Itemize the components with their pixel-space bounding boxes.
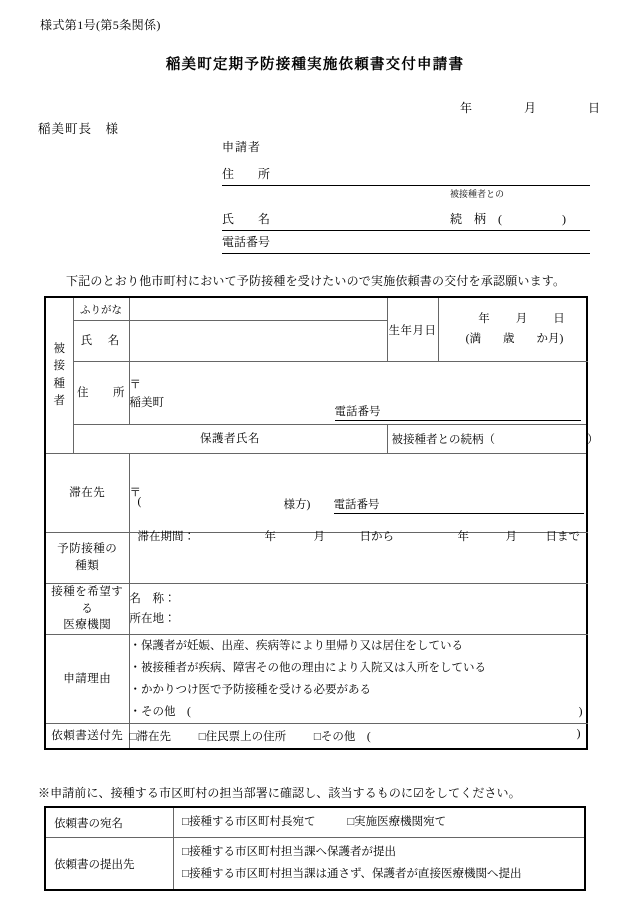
age-months-label: か月) xyxy=(536,332,564,345)
reason-item-3[interactable]: ・かかりつけ医で予防接種を受ける必要がある xyxy=(129,684,371,697)
postal-mark-icon: 〒 xyxy=(129,379,141,391)
dob-input[interactable] xyxy=(438,297,587,362)
letter-addressee-line xyxy=(182,812,578,833)
letter-submission-options[interactable] xyxy=(174,838,586,890)
applicant-block xyxy=(222,138,590,254)
stay-period-label: 滞在期間： xyxy=(137,531,195,543)
table-row xyxy=(45,297,587,321)
letter-addressee-options[interactable] xyxy=(174,807,586,838)
dob-month-label: 月 xyxy=(515,312,528,325)
letter-addressee-option-institution-checkbox[interactable]: □実施医療機関宛て xyxy=(347,816,447,828)
form-code: 様式第1号(第5条関係) xyxy=(40,18,161,32)
institution-label-line1: 接種を希望する xyxy=(51,586,124,615)
dob-day-label: 日 xyxy=(553,312,565,325)
institution-address-field[interactable]: 所在地： xyxy=(129,613,176,625)
letter-submission-option-1-checkbox[interactable]: □接種する市区町村担当課へ保護者が提出 xyxy=(182,846,396,859)
vaccine-type-label-line1: 予防接種の xyxy=(57,543,118,556)
applicant-name-label: 氏 名 xyxy=(222,212,271,226)
institution-label xyxy=(45,584,129,635)
stay-from-day: 日から xyxy=(359,531,394,543)
reason-item-1[interactable]: ・保護者が妊娠、出産、疾病等により里帰り又は居住をしている xyxy=(129,640,463,653)
subject-vertical-label xyxy=(45,297,73,454)
institution-label-line2: 医療機関 xyxy=(63,619,112,632)
letter-submission-option-2-checkbox[interactable]: □接種する市区町村担当課は通さず、保護者が直接医療機関へ提出 xyxy=(182,867,522,880)
send-destination-options[interactable] xyxy=(129,724,587,750)
stay-to-year: 年 xyxy=(457,531,469,543)
stay-from-month: 月 xyxy=(313,531,325,543)
send-other-close-paren: ) xyxy=(576,728,581,741)
applicant-name-row[interactable] xyxy=(222,186,590,231)
reason-other-label: ・その他 ( xyxy=(129,706,191,719)
dob-label: 生年月日 xyxy=(387,297,438,362)
table-row xyxy=(45,425,587,454)
reason-other-close-paren: ) xyxy=(578,706,583,719)
reason-item-other[interactable] xyxy=(130,701,587,723)
vaccine-type-input[interactable] xyxy=(129,533,587,584)
letter-addressee-option-mayor-checkbox[interactable]: □接種する市区町村長宛て xyxy=(182,816,316,828)
guardian-name-label: 保護者氏名 xyxy=(73,425,387,454)
town-name: 稲美町 xyxy=(129,397,164,409)
guardian-relation-field[interactable]: 被接種者との続柄（ ） xyxy=(391,434,599,446)
applicant-address-label: 住 所 xyxy=(222,167,271,181)
furigana-label: ふりがな xyxy=(73,297,129,321)
stay-from-year: 年 xyxy=(264,531,276,543)
table-row xyxy=(45,838,585,890)
applicant-title: 申請者 xyxy=(222,140,262,154)
stay-location-input[interactable] xyxy=(129,454,587,543)
reason-label: 申請理由 xyxy=(45,635,129,724)
stay-to-day: 日まで xyxy=(545,531,580,543)
institution-input[interactable] xyxy=(129,584,587,635)
dob-year-label: 年 xyxy=(478,312,490,325)
letter-addressee-label: 依頼書の宛名 xyxy=(45,807,174,838)
reason-options[interactable] xyxy=(129,635,587,724)
furigana-input[interactable] xyxy=(129,297,387,321)
age-open-label: (満 xyxy=(465,332,481,345)
table-row xyxy=(45,362,587,425)
applicant-tel-label: 電話番号 xyxy=(222,235,271,249)
subject-address-label: 住 所 xyxy=(73,362,129,425)
stay-paren-open: ( xyxy=(137,496,142,508)
date-year: 年 xyxy=(460,101,473,115)
confirmation-table xyxy=(44,806,586,891)
date-month: 月 xyxy=(523,101,536,115)
subject-address-input[interactable] xyxy=(129,362,587,425)
vaccine-type-label xyxy=(45,533,129,584)
subject-information-table xyxy=(44,296,599,750)
document-title: 稲美町定期予防接種実施依頼書交付申請書 xyxy=(165,57,465,73)
applicant-relation-note: 被接種者との xyxy=(450,189,505,199)
applicant-address-row[interactable] xyxy=(222,163,590,186)
applicant-tel-row[interactable] xyxy=(222,231,590,254)
intro-sentence: 下記のとおり他市町村において予防接種を受けたいので実施依頼書の交付を承認願います。 xyxy=(66,274,566,288)
addressee: 稲美町長 様 xyxy=(38,122,120,136)
note-text: ※申請前に、接種する市区町村の担当部署に確認し、該当するものに☑をしてください。 xyxy=(38,786,521,800)
table-row xyxy=(45,635,587,724)
subject-name-label: 氏 名 xyxy=(73,321,129,362)
subject-char-1: 被 xyxy=(53,343,65,355)
stay-location-label: 滞在先 xyxy=(45,454,129,533)
table-row xyxy=(45,454,587,533)
send-destination-label: 依頼書送付先 xyxy=(45,724,129,750)
stay-tel-label[interactable]: 電話番号 xyxy=(334,496,584,514)
vaccine-type-label-line2: 種類 xyxy=(75,560,100,572)
subject-char-3: 種 xyxy=(53,377,65,390)
age-years-label: 歳 xyxy=(503,332,515,345)
guardian-name-input[interactable] xyxy=(387,425,599,454)
table-row xyxy=(45,807,585,838)
subject-tel-label[interactable]: 電話番号 xyxy=(335,403,581,421)
send-option-stay-checkbox[interactable]: □滞在先 xyxy=(129,731,171,744)
send-option-other-checkbox[interactable]: □その他 ( xyxy=(313,731,371,744)
applicant-relation-field[interactable]: 続 柄 ( ) xyxy=(450,212,566,226)
stay-postal-mark-icon: 〒 xyxy=(129,487,141,499)
date-day: 日 xyxy=(587,101,600,115)
letter-submission-label: 依頼書の提出先 xyxy=(45,838,174,890)
table-row xyxy=(45,584,587,635)
institution-name-field[interactable]: 名 称： xyxy=(129,592,176,605)
table-row xyxy=(45,724,587,750)
stay-to-month: 月 xyxy=(505,531,517,543)
date-line xyxy=(460,99,600,116)
stay-care-of-label: 様方) xyxy=(283,499,311,511)
subject-char-2: 接 xyxy=(53,360,65,373)
subject-char-4: 者 xyxy=(53,394,65,407)
subject-name-input[interactable] xyxy=(129,321,387,362)
reason-item-2[interactable]: ・被接種者が疾病、障害その他の理由により入院又は入所をしている xyxy=(129,662,486,675)
send-option-registered-address-checkbox[interactable]: □住民票上の住所 xyxy=(198,731,287,744)
